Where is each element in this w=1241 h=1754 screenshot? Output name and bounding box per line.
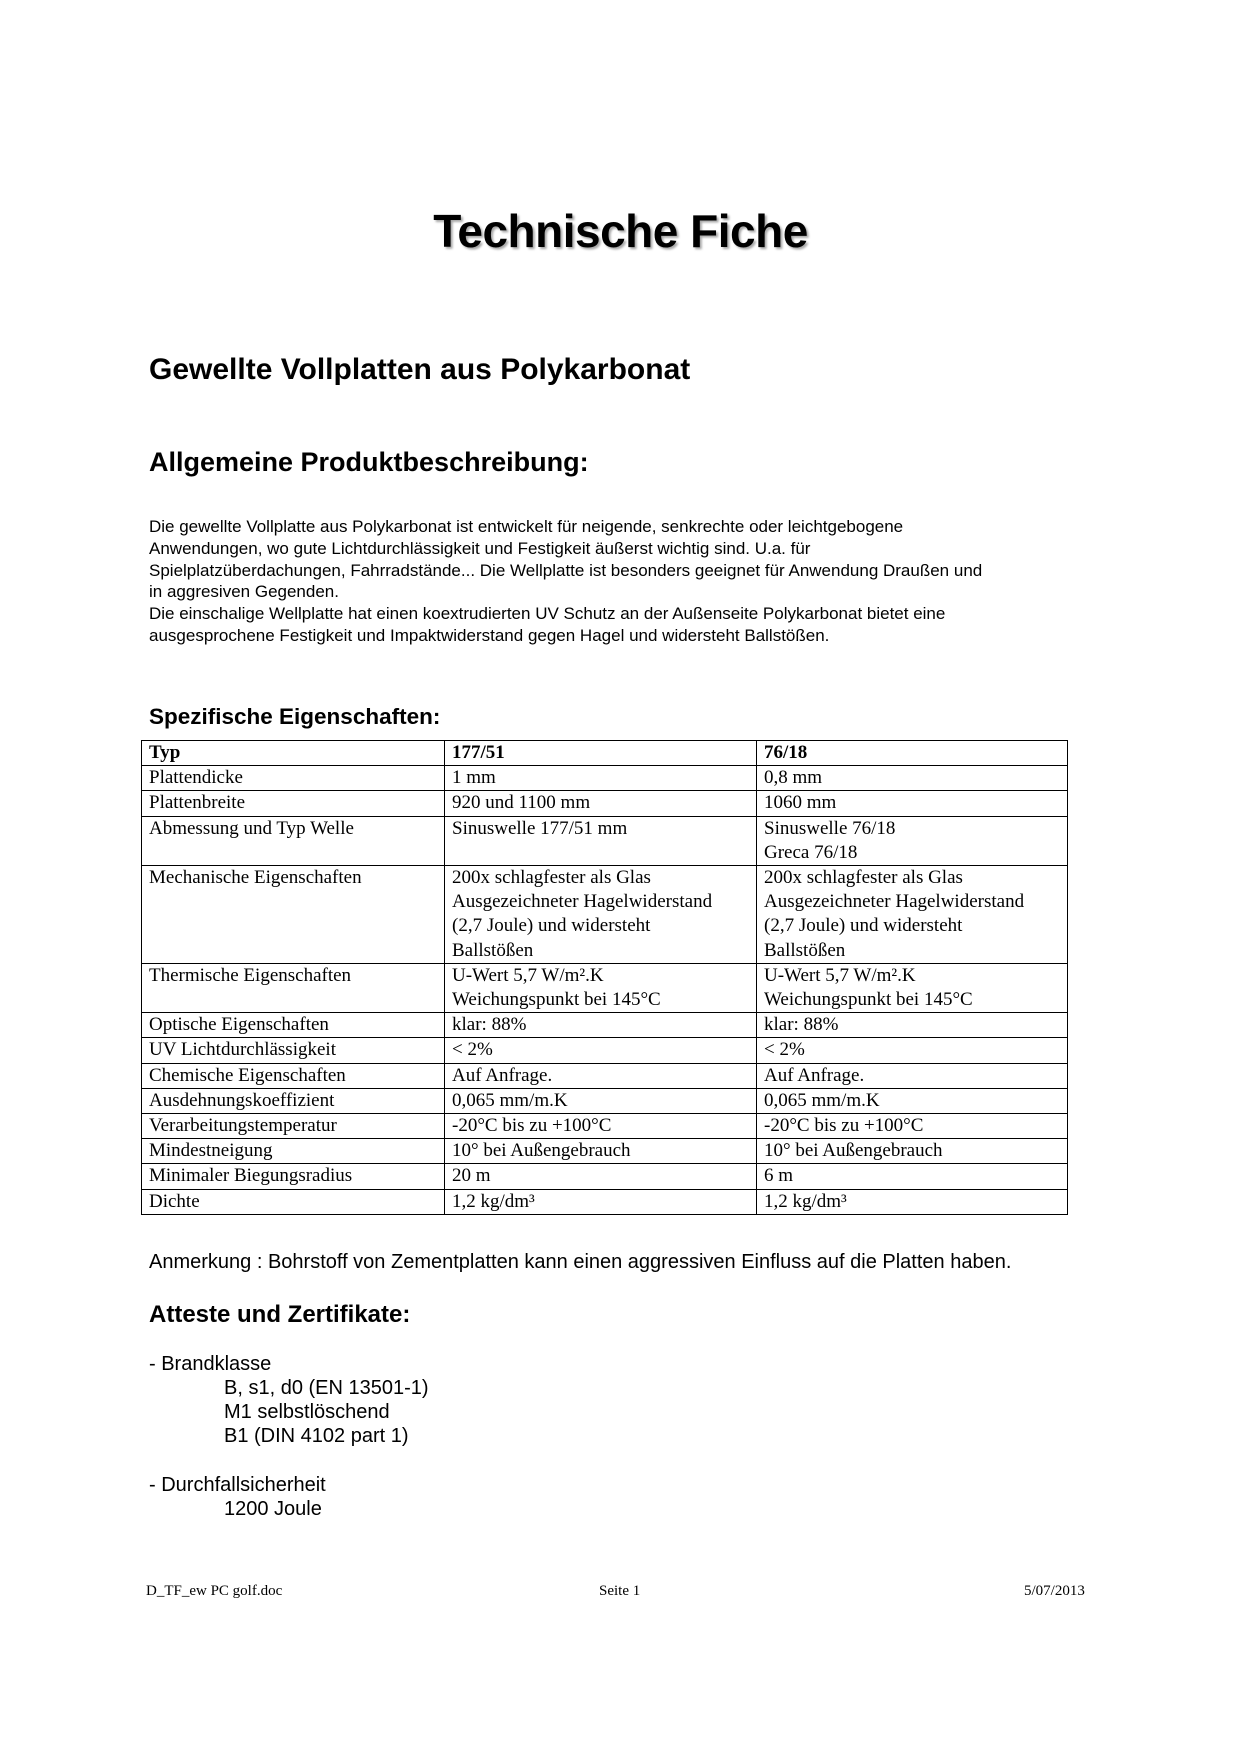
cell-line: Auf Anfrage. (764, 1064, 865, 1086)
table-cell (445, 1013, 757, 1038)
cell-line: (2,7 Joule) und widersteht (764, 915, 963, 937)
table-cell-label: Verarbeitungstemperatur (142, 1114, 445, 1139)
table-cell (757, 1139, 1068, 1164)
cell-line: U-Wert 5,7 W/m².K (452, 964, 604, 986)
table-cell (757, 1088, 1068, 1113)
table-row (142, 1088, 1068, 1113)
table-cell (757, 963, 1068, 1012)
product-description (149, 516, 1099, 647)
table-header-cell: Typ (142, 741, 445, 766)
cell-line: 1 mm (452, 767, 496, 789)
cell-line: klar: 88% (452, 1014, 527, 1036)
cell-line: Sinuswelle 76/18 (764, 817, 896, 839)
table-cell (445, 1139, 757, 1164)
cell-line: klar: 88% (764, 1014, 839, 1036)
table-cell-label: Ausdehnungskoeffizient (142, 1088, 445, 1113)
cell-line: Ballstößen (452, 939, 534, 961)
table-header-cell: 76/18 (757, 741, 1068, 766)
table-cell-label: Thermische Eigenschaften (142, 963, 445, 1012)
cell-line: 10° bei Außengebrauch (764, 1140, 943, 1162)
table-cell (445, 1088, 757, 1113)
list-item: 1200 Joule (224, 1498, 322, 1520)
table-row (142, 963, 1068, 1012)
table-cell (445, 1114, 757, 1139)
table-cell (445, 1164, 757, 1189)
cell-line: < 2% (452, 1039, 493, 1061)
description-line: Die einschalige Wellplatte hat einen koextrudierten UV Schutz an der Außenseite Polykarbonat bietet eine (149, 604, 946, 624)
table-cell-label: Plattenbreite (142, 791, 445, 816)
table-cell (757, 1189, 1068, 1214)
specs-heading: Spezifische Eigenschaften: (149, 704, 441, 729)
cell-line: Ausgezeichneter Hagelwiderstand (764, 891, 1025, 913)
table-row (142, 1189, 1068, 1214)
table-cell (445, 791, 757, 816)
table-cell (757, 1164, 1068, 1189)
cell-line: 200x schlagfester als Glas (764, 867, 963, 889)
cell-line: Weichungspunkt bei 145°C (764, 989, 973, 1011)
table-row (142, 1013, 1068, 1038)
table-cell-label: Minimaler Biegungsradius (142, 1164, 445, 1189)
table-cell (757, 1013, 1068, 1038)
table-cell-label: Chemische Eigenschaften (142, 1063, 445, 1088)
table-cell-label: Abmessung und Typ Welle (142, 816, 445, 865)
table-cell (757, 1063, 1068, 1088)
list-item: - Durchfallsicherheit (149, 1474, 326, 1496)
cell-line: Auf Anfrage. (452, 1064, 553, 1086)
cell-line: 6 m (764, 1165, 794, 1187)
table-cell (445, 816, 757, 865)
description-line: in aggresiven Gegenden. (149, 582, 339, 602)
table-cell (757, 1038, 1068, 1063)
list-item: M1 selbstlöschend (224, 1401, 390, 1423)
table-cell (445, 963, 757, 1012)
cell-line: Sinuswelle 177/51 mm (452, 817, 628, 839)
list-item: B, s1, d0 (EN 13501-1) (224, 1377, 429, 1399)
cell-line: 920 und 1100 mm (452, 792, 591, 814)
table-cell (445, 1038, 757, 1063)
cell-line: 0,065 mm/m.K (764, 1089, 880, 1111)
description-line: ausgesprochene Festigkeit und Impaktwiderstand gegen Hagel und widersteht Ballstößen. (149, 625, 830, 645)
table-row (142, 1063, 1068, 1088)
table-cell (445, 766, 757, 791)
cell-line: (2,7 Joule) und widersteht (452, 915, 651, 937)
table-cell (757, 1114, 1068, 1139)
table-row (142, 1038, 1068, 1063)
table-cell (445, 1063, 757, 1088)
table-cell-label: Mechanische Eigenschaften (142, 866, 445, 964)
cell-line: < 2% (764, 1039, 805, 1061)
description-line: Spielplatzüberdachungen, Fahrradstände... Die Wellplatte ist besonders geeignet für Anwendung Draußen und (149, 560, 983, 580)
cell-line: U-Wert 5,7 W/m².K (764, 964, 916, 986)
page-title: Technische Fiche (433, 205, 808, 257)
description-line: Die gewellte Vollplatte aus Polykarbonat ist entwickelt für neigende, senkrechte oder leichtgebogene (149, 517, 904, 536)
description-heading: Allgemeine Produktbeschreibung: (149, 447, 589, 477)
table-cell-label: UV Lichtdurchlässigkeit (142, 1038, 445, 1063)
certs-heading: Atteste und Zertifikate: (149, 1301, 411, 1328)
table-row (142, 1139, 1068, 1164)
footer-filename: D_TF_ew PC golf.doc (146, 1583, 283, 1599)
cell-line: 0,065 mm/m.K (452, 1089, 568, 1111)
cell-line: -20°C bis zu +100°C (764, 1115, 924, 1137)
table-cell-label: Mindestneigung (142, 1139, 445, 1164)
table-cell-label: Dichte (142, 1189, 445, 1214)
cell-line: 1,2 kg/dm³ (452, 1190, 535, 1212)
note-text: Anmerkung : Bohrstoff von Zementplatten kann einen aggressiven Einfluss auf die Platten haben. (149, 1251, 1012, 1273)
table-cell (757, 816, 1068, 865)
table-row (142, 866, 1068, 964)
table-row (142, 816, 1068, 865)
table-row (142, 1164, 1068, 1189)
product-heading: Gewellte Vollplatten aus Polykarbonat (149, 353, 691, 386)
table-header-row (142, 741, 1068, 766)
footer-date: 5/07/2013 (1024, 1583, 1085, 1599)
cell-line: 200x schlagfester als Glas (452, 867, 651, 889)
cell-line: 20 m (452, 1165, 491, 1187)
cell-line: Greca 76/18 (764, 841, 858, 863)
footer-page-number: Seite 1 (599, 1583, 641, 1599)
table-cell (445, 866, 757, 964)
table-row (142, 791, 1068, 816)
table-header-cell: 177/51 (445, 741, 757, 766)
table-cell (757, 766, 1068, 791)
table-cell-label: Plattendicke (142, 766, 445, 791)
table-row (142, 1114, 1068, 1139)
table-cell (445, 1189, 757, 1214)
cell-line: -20°C bis zu +100°C (452, 1115, 612, 1137)
cell-line: 1,2 kg/dm³ (764, 1190, 847, 1212)
table-cell-label: Optische Eigenschaften (142, 1013, 445, 1038)
table-cell (757, 866, 1068, 964)
table-row (142, 766, 1068, 791)
cell-line: Ausgezeichneter Hagelwiderstand (452, 891, 713, 913)
table-cell (757, 791, 1068, 816)
list-item: B1 (DIN 4102 part 1) (224, 1425, 409, 1447)
cell-line: 1060 mm (764, 792, 837, 814)
cell-line: 0,8 mm (764, 767, 823, 789)
cell-line: 10° bei Außengebrauch (452, 1140, 631, 1162)
cell-line: Weichungspunkt bei 145°C (452, 989, 661, 1011)
cell-line: Ballstößen (764, 939, 846, 961)
specs-table (141, 740, 1068, 1215)
description-line: Anwendungen, wo gute Lichtdurchlässigkeit und Festigkeit äußerst wichtig sind. U.a. für (149, 538, 811, 558)
list-item: - Brandklasse (149, 1353, 272, 1375)
